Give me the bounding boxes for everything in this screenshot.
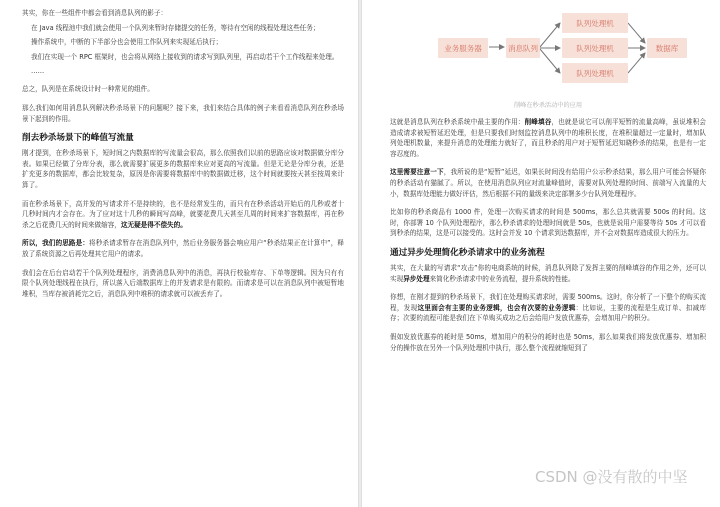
paragraph: 假如发放优惠券的耗时是 50ms，增加用户的积分的耗时也是 50ms，那么如果我们将发放优惠券、增加积分的操作放在另外一个队列处理机中执行，那么整个流程就缩短到了 xyxy=(390,332,706,352)
paragraph: 在 Java 线程池中我们就会使用一个队列来暂时存储提交的任务，等待有空闲的线程处理这些任务； xyxy=(31,23,320,32)
right-page xyxy=(362,0,720,507)
text: ，我所说的是“短暂”延迟，如果长时间没有给用户公示秒杀结果，那么用户可能会怀疑你的秒杀活动有猫腻了。所以，在使用消息队列应对流量峰值时，需要对队列处理的时间、前端写入流量的大小，数据库处理能力做好评估，然后根据不同的量级来决定部署多少台队列处理程序。 xyxy=(390,168,706,198)
ellipsis: …… xyxy=(31,67,45,76)
paragraph: 操作系统中，中断的下半部分也会使用工作队列来实现延后执行； xyxy=(31,38,223,47)
bold-text: 这里需要注意一下 xyxy=(390,168,444,177)
text: 你想，在刚才提到的秒杀场景下，我们在处理购买请求时，需要 500ms。这时，你分析了一下整个的购买流程，发现 xyxy=(390,293,706,312)
database-node: 数据库 xyxy=(647,38,687,58)
message-queue-node: 消息队列 xyxy=(506,38,540,58)
paragraph: 我们会在后台启动若干个队列处理程序，消费消息队列中的消息，再执行校验库存、下单等逻辑。因为只有有限个队列处理线程在执行，所以落入后端数据库上的并发请求是有限的。而请求是可以在消息队列中被短暂地堆积，当库存被消耗完之后，消息队列中堆积的请求就可以被丢弃了。 xyxy=(22,268,344,298)
queue-processor-node: 队列处理机 xyxy=(562,63,628,83)
queue-processor-node: 队列处理机 xyxy=(562,38,628,58)
bold-text: 这里面会有主要的业务逻辑，也会有次要的业务逻辑 xyxy=(417,303,576,312)
arrow xyxy=(540,49,560,73)
paragraph xyxy=(22,199,344,231)
paragraph xyxy=(22,238,344,259)
text: ，也就是说它可以削平短暂的流量高峰，虽说堆积会造成请求被短暂延迟处理，但是只要我们时刻监控消息队列中的堆积长度，在堆积量超过一定量时，增加队列处理机数量，来提升消息的处理能力就好了，而且秒杀的用户对于短暂延迟知晓秒杀的结果，也是有一定容忍度的。 xyxy=(390,118,707,158)
figure-caption: 削峰在秒杀活动中的应用 xyxy=(513,102,583,109)
arrow xyxy=(540,23,560,47)
arrow xyxy=(628,53,645,73)
bold-text: 异步处理 xyxy=(403,274,430,283)
text: 来简化秒杀请求中的业务流程，提升系统的性能。 xyxy=(429,274,575,283)
paragraph xyxy=(390,167,706,199)
paragraph xyxy=(390,263,706,284)
paragraph: 其实，你在一些组件中都会看到消息队列的影子： xyxy=(22,9,168,17)
bold-text: 所以，我们的思路是： xyxy=(22,239,90,248)
paragraph: 总之，队列是在系统设计时一种常见的组件。 xyxy=(22,85,154,94)
section-heading: 削去秒杀场景下的峰值写流量 xyxy=(22,133,134,144)
arrow xyxy=(628,23,645,43)
bold-text: 这无疑是得不偿失的。 xyxy=(120,220,187,229)
text: 其实，在大量的写请求“攻击”你的电商系统的时候，消息队列除了发挥主要的削峰填谷的作用之外，还可以实现 xyxy=(390,263,706,283)
queue-processor-node: 队列处理机 xyxy=(562,13,628,33)
paragraph xyxy=(390,292,706,324)
bold-text: 削峰填谷 xyxy=(524,118,552,126)
left-page xyxy=(0,0,358,507)
text: 这就是消息队列在秒杀系统中最主要的作用： xyxy=(390,118,525,126)
paragraph: 比如你的秒杀商品有 1000 件，处理一次购买请求的时间是 500ms，那么总共就需要 500s 的时间。这时，你部署 10 个队列处理程序，那么秒杀请求的处理时间就是 50s，也就是说用户需要等待 50s 才可以看到秒杀的结果，这是可以接受的。这时会并发 10 个请求到达数据库，并不会对数据库造成很大的压力。 xyxy=(390,208,706,238)
paragraph xyxy=(390,117,706,159)
paragraph: 刚才提到，在秒杀场景下，短时间之内数据库的写流量会很高，那么依照我们以前的思路应该对数据做分库分表。如果已经做了分库分表，那么就需要扩展更多的数据库来应对更高的写流量。但是无论是分库分表，还是扩充更多的数据库，都会比较复杂，原因是你需要将数据库中的数据做迁移，这个时间就要按天甚至按周来计算了。 xyxy=(22,149,344,189)
peak-shaving-diagram xyxy=(390,0,706,100)
business-server-node: 业务服务器 xyxy=(438,38,488,58)
section-heading: 通过异步处理简化秒杀请求中的业务流程 xyxy=(390,247,545,258)
text: 将秒杀请求暂存在消息队列中，然后业务服务器会响应用户“秒杀结果正在计算中”，释放了系统资源之后再处理其它用户的请求。 xyxy=(22,239,344,258)
csdn-watermark: CSDN @没有散的中坚 xyxy=(535,468,688,486)
text: 而在秒杀场景下，高并发的写请求并不是持续的，也不是经常发生的，而只有在秒杀活动开始后的几秒或者十几秒时间内才会存在。为了应对这十几秒的瞬间写高峰，就要花费几天甚至几周的时间来扩容数据库，再在秒杀之后花费几天的时间来做缩容， xyxy=(22,199,344,229)
paragraph: 我们在实现一个 RPC 框架时，也会将从网络上接收到的请求写到队列里，再启动若干个工作线程来处理。 xyxy=(31,52,339,61)
paragraph: 那么我们如何用消息队列解决秒杀场景下的问题呢？接下来，我们来结合具体的例子来看看消息队列在秒杀场景下起到的作用。 xyxy=(22,103,344,123)
text: ：比如说，主要的流程是生成订单、扣减库存；次要的流程可能是我们在下单购买成功之后会给用户发放优惠券，会增加用户的积分。 xyxy=(390,303,707,323)
